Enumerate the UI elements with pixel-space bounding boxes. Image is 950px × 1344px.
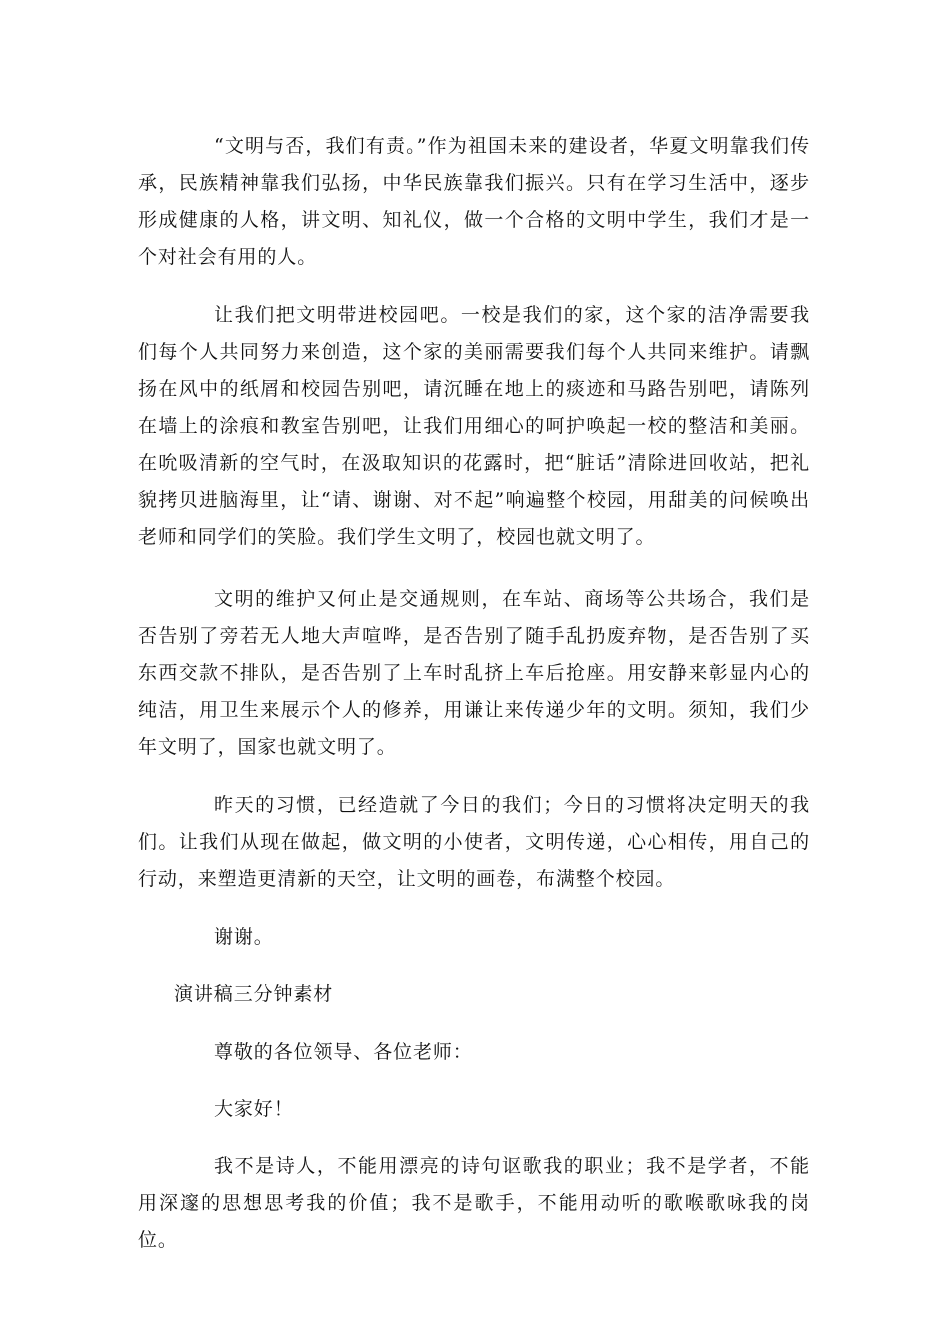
- section-title: 演讲稿三分钟素材: [174, 983, 334, 1005]
- paragraph-civility-responsibility: “文明与否，我们有责。”作为祖国未来的建设者，华夏文明靠我们传承，民族精神靠我们弘扬，中华民族靠我们振兴。只有在学习生活中，逐步形成健康的人格，讲文明、知礼仪，做一个合格的文明中学生，我们才是一个对社会有用的人。: [138, 135, 810, 268]
- paragraph-civility-campus: 让我们把文明带进校园吧。一校是我们的家，这个家的洁净需要我们每个人共同努力来创造，这个家的美丽需要我们每个人共同来维护。请飘扬在风中的纸屑和校园告别吧，请沉睡在地上的痰迹和马路告别吧，请陈列在墙上的涂痕和教室告别吧，让我们用细心的呵护唤起一校的整洁和美丽。在吮吸清新的空气时，在汲取知识的花露时，把“脏话”清除进回收站，把礼貌拷贝进脑海里，让“请、谢谢、对不起”响遍整个校园，用甜美的问候唤出老师和同学们的笑脸。我们学生文明了，校园也就文明了。: [138, 304, 810, 548]
- paragraph-habits: 昨天的习惯，已经造就了今日的我们；今日的习惯将决定明天的我们。让我们从现在做起，做文明的小使者，文明传递，心心相传，用自己的行动，来塑造更清新的天空，让文明的画卷，布满整个校园。: [138, 794, 810, 890]
- document-body: [138, 128, 810, 1259]
- greeting-line: 尊敬的各位领导、各位老师：: [214, 1041, 473, 1063]
- paragraph-public-places: 文明的维护又何止是交通规则，在车站、商场等公共场合，我们是否告别了旁若无人地大声喧哗，是否告别了随手乱扔废弃物，是否告别了买东西交款不排队，是否告别了上车时乱挤上车后抢座。用安静来彰显内心的纯洁，用卫生来展示个人的修养，用谦让来传递少年的文明。须知，我们少年文明了，国家也就文明了。: [138, 588, 810, 758]
- paragraph-not-poet: 我不是诗人，不能用漂亮的诗句讴歌我的职业；我不是学者，不能用深邃的思想思考我的价值；我不是歌手，不能用动听的歌喉歌咏我的岗位。: [138, 1155, 810, 1251]
- paragraph-thanks: 谢谢。: [214, 926, 274, 948]
- hello-line: 大家好！: [214, 1098, 294, 1120]
